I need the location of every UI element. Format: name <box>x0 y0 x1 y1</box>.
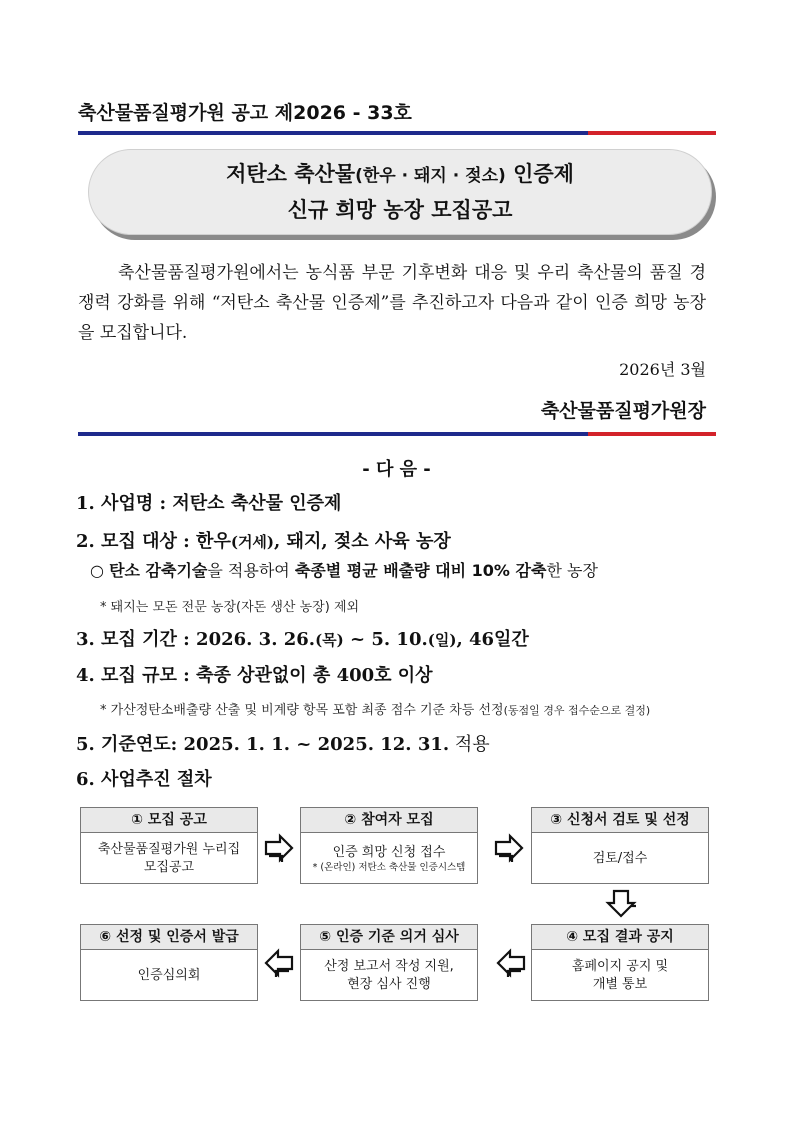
item-period: 3. 모집 기간 : 2026. 3. 26.(목) ~ 5. 10.(일), 46일간 <box>76 629 529 650</box>
process-step-1: ① 모집 공고 축산물품질평가원 누리집 모집공고 <box>80 807 258 884</box>
title-box <box>88 149 712 235</box>
process-step-5: ⑤ 인증 기준 의거 심사 산정 보고서 작성 지원, 현장 심사 진행 <box>300 924 478 1001</box>
intro-paragraph: 축산물품질평가원에서는 농식품 부문 기후변화 대응 및 우리 축산물의 품질 경쟁력 강화를 위해 “저탄소 축산물 인증제”를 추진하고자 다음과 같이 인증 희망 농장을 모집합니다. <box>78 263 706 343</box>
notice-date: 2026년 3월 <box>619 360 706 379</box>
bottom-divider <box>78 432 716 436</box>
arrow-left-icon <box>494 948 528 978</box>
following-heading: - 다 음 - <box>362 459 431 480</box>
item-target: 2. 모집 대상 : 한우(거세), 돼지, 젖소 사육 농장 <box>76 531 451 552</box>
arrow-right-icon <box>262 833 296 863</box>
title-line-1: 저탄소 축산물(한우 · 돼지 · 젖소) 인증제 <box>226 162 574 186</box>
process-step-3: ③ 신청서 검토 및 선정 검토/접수 <box>531 807 709 884</box>
notice-number: 축산물품질평가원 공고 제2026 - 33호 <box>78 102 412 124</box>
issuer-name: 축산물품질평가원장 <box>540 400 706 422</box>
title-line-2: 신규 희망 농장 모집공고 <box>287 198 513 222</box>
arrow-left-icon <box>262 948 296 978</box>
process-step-6: ⑥ 선정 및 인증서 발급 인증심의회 <box>80 924 258 1001</box>
item-project-name: 1. 사업명 : 저탄소 축산물 인증제 <box>76 493 342 514</box>
target-criteria: ○ 탄소 감축기술을 적용하여 축종별 평균 배출량 대비 10% 감축한 농장 <box>90 561 598 580</box>
target-note: * 돼지는 모돈 전문 농장(자돈 생산 농장) 제외 <box>100 600 360 615</box>
item-procedure: 6. 사업추진 절차 <box>76 769 212 790</box>
arrow-right-icon <box>492 833 526 863</box>
item-scale: 4. 모집 규모 : 축종 상관없이 총 400호 이상 <box>76 665 433 686</box>
top-divider <box>78 131 716 135</box>
process-step-4: ④ 모집 결과 공지 홈페이지 공지 및 개별 통보 <box>531 924 709 1001</box>
scale-note: * 가산정탄소배출량 산출 및 비계량 항목 포함 최종 점수 기준 차등 선정(동점일 경우 접수순으로 결정) <box>100 703 651 718</box>
process-step-2: ② 참여자 모집 인증 희망 신청 접수 * (온라인) 저탄소 축산물 인증시스템 <box>300 807 478 884</box>
item-base-year: 5. 기준연도: 2025. 1. 1. ~ 2025. 12. 31. 적용 <box>76 734 490 755</box>
arrow-down-icon <box>604 889 638 919</box>
